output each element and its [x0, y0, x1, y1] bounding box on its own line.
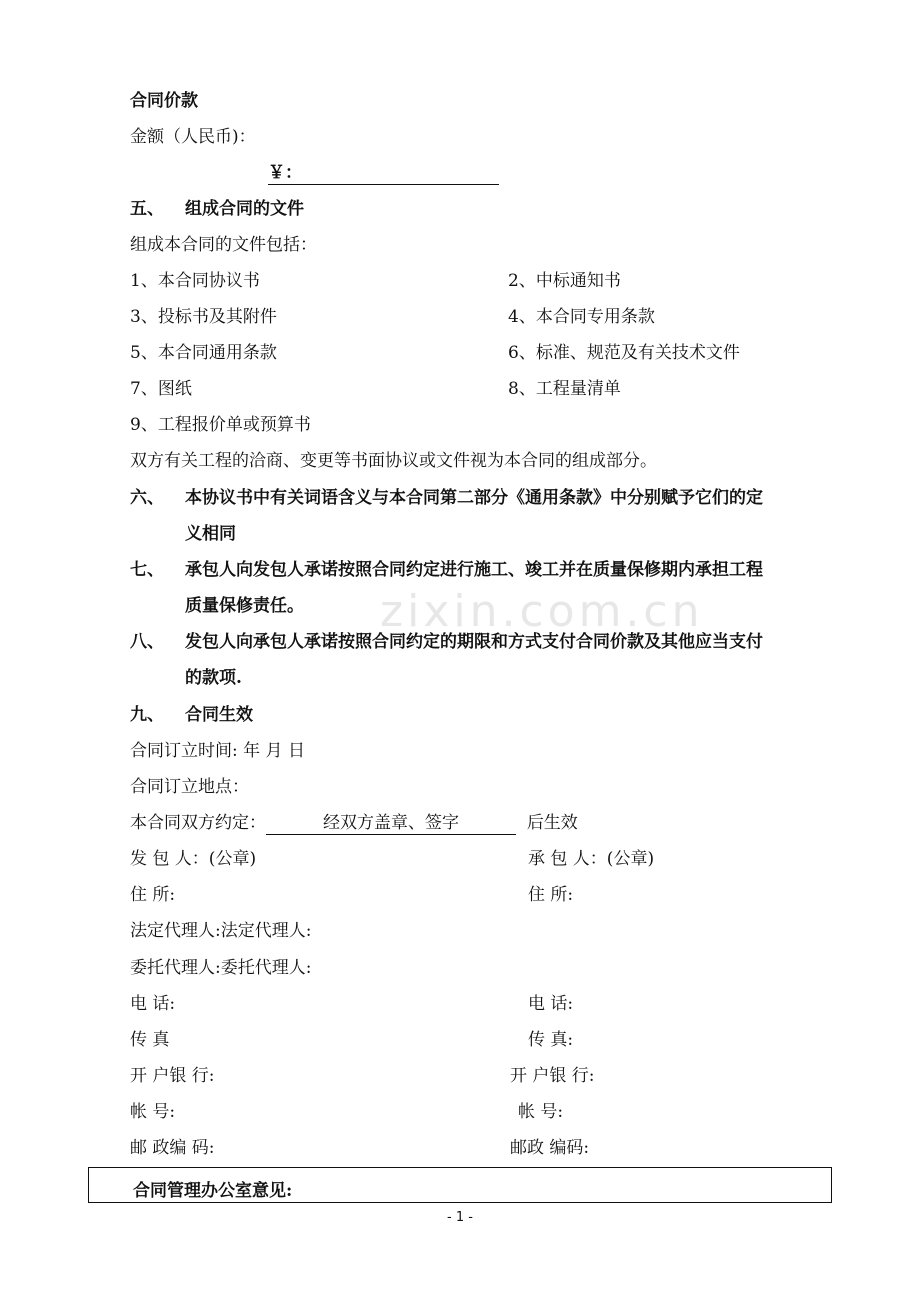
employer-account: 帐 号: — [130, 1102, 176, 1122]
sec5-title: 组成合同的文件 — [185, 199, 304, 219]
yen-label: ￥： — [268, 162, 499, 185]
sec5-note: 双方有关工程的洽商、变更等书面协议或文件视为本合同的组成部分。 — [130, 451, 657, 471]
contractor-fax: 传 真: — [528, 1030, 574, 1050]
sec9-num: 九、 — [130, 705, 164, 725]
yen-field — [268, 162, 499, 185]
sec6-line2: 义相同 — [185, 524, 236, 544]
sec5-num: 五、 — [130, 199, 164, 219]
contractor-phone: 电 话: — [528, 994, 574, 1014]
contractor-account: 帐 号: — [518, 1102, 564, 1122]
sec8-line2: 的款项. — [185, 668, 242, 688]
doc-item: 4、本合同专用条款 — [508, 307, 655, 327]
employer-phone: 电 话: — [130, 994, 176, 1014]
price-heading: 合同价款 — [130, 91, 198, 111]
sec8-num: 八、 — [130, 632, 164, 652]
legal-representative: 法定代理人:法定代理人: — [130, 921, 312, 941]
sec6-line1: 本协议书中有关词语含义与本合同第二部分《通用条款》中分别赋予它们的定 — [185, 488, 763, 508]
opinion-box-label: 合同管理办公室意见: — [133, 1181, 293, 1201]
watermark: zixin.com.cn — [380, 586, 704, 637]
sec6-num: 六、 — [130, 488, 164, 508]
agree-value: 经双方盖章、签字 — [266, 812, 516, 835]
authorized-agent: 委托代理人:委托代理人: — [130, 958, 312, 978]
agree-prefix: 本合同双方约定： — [130, 813, 266, 833]
sec8-line1: 发包人向承包人承诺按照合同约定的期限和方式支付合同价款及其他应当支付 — [185, 632, 763, 652]
amount-label: 金额（人民币)： — [130, 127, 256, 147]
contract-time: 合同订立时间: 年 月 日 — [130, 741, 305, 761]
contractor-postcode: 邮政 编码: — [510, 1138, 590, 1158]
doc-item: 7、图纸 — [130, 379, 192, 399]
doc-item: 3、投标书及其附件 — [130, 307, 277, 327]
sec5-intro: 组成本合同的文件包括： — [130, 235, 317, 255]
sec9-title: 合同生效 — [185, 705, 253, 725]
sec7-num: 七、 — [130, 560, 164, 580]
employer-label: 发 包 人：(公章) — [130, 849, 257, 869]
contract-place: 合同订立地点： — [130, 777, 249, 797]
employer-address: 住 所: — [130, 885, 176, 905]
contractor-bank: 开 户银 行: — [510, 1066, 595, 1086]
employer-bank: 开 户银 行: — [130, 1066, 215, 1086]
sec7-line2: 质量保修责任。 — [185, 596, 304, 616]
doc-item: 2、中标通知书 — [508, 271, 621, 291]
opinion-box — [88, 1167, 832, 1203]
employer-postcode: 邮 政编 码: — [130, 1138, 215, 1158]
doc-item: 8、工程量清单 — [508, 379, 621, 399]
doc-item: 5、本合同通用条款 — [130, 343, 277, 363]
page-number: - 1 - — [447, 1210, 473, 1225]
agree-suffix: 后生效 — [526, 813, 578, 833]
doc-item: 9、工程报价单或预算书 — [130, 415, 311, 435]
doc-item: 1、本合同协议书 — [130, 271, 260, 291]
employer-fax: 传 真 — [130, 1030, 170, 1050]
sec7-line1: 承包人向发包人承诺按照合同约定进行施工、竣工并在质量保修期内承担工程 — [185, 560, 763, 580]
doc-item: 6、标准、规范及有关技术文件 — [508, 343, 740, 363]
contract-agreement — [130, 812, 578, 835]
contractor-label: 承 包 人：(公章) — [528, 849, 655, 869]
contractor-address: 住 所: — [528, 885, 574, 905]
